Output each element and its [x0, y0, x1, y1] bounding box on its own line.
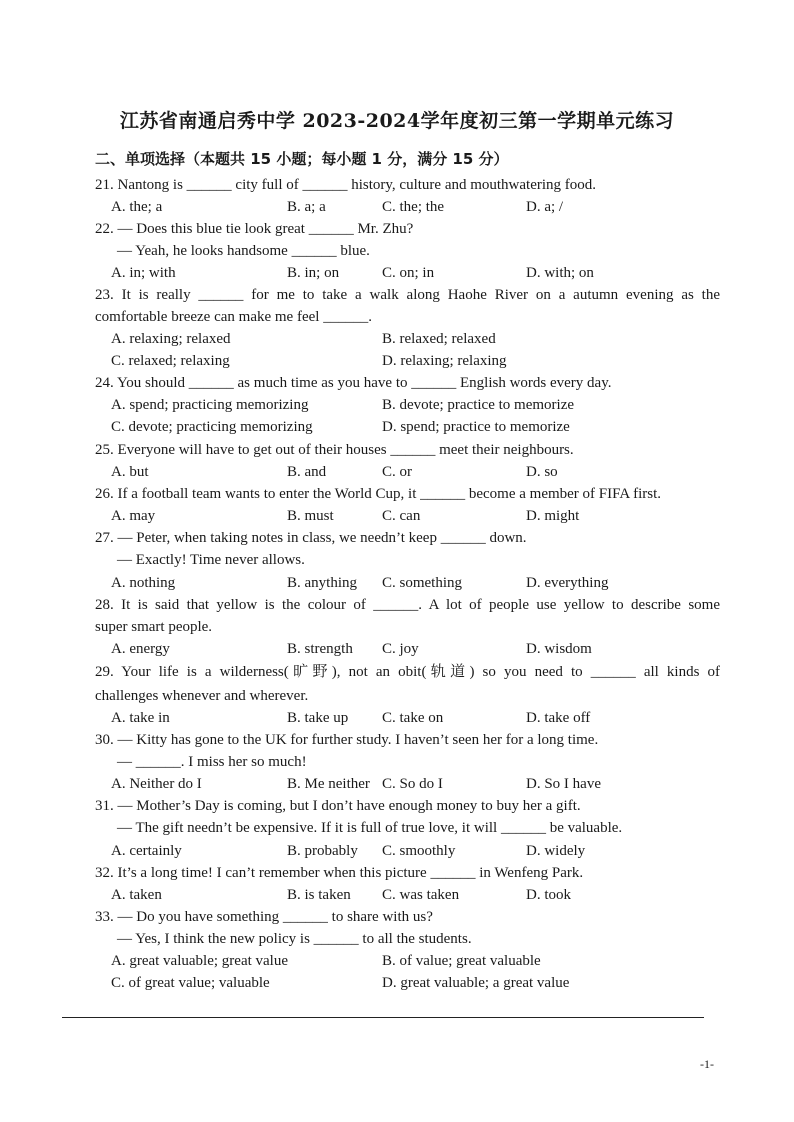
option-a[interactable]: A. but — [111, 464, 149, 480]
question-28-stem: 28. It is said that yellow is the colour of ______. A lot of people use yellow to describe some — [95, 597, 720, 613]
question-27-reply: — Exactly! Time never allows. — [117, 552, 305, 568]
question-30-reply: — ______. I miss her so much! — [117, 754, 307, 770]
option-d[interactable]: D. took — [526, 887, 571, 903]
question-30-options — [111, 773, 721, 795]
option-d[interactable]: D. so — [526, 464, 558, 480]
question-24-stem: 24. You should ______ as much time as you have to ______ English words every day. — [95, 375, 612, 391]
option-c[interactable]: C. or — [382, 464, 412, 480]
option-d[interactable]: D. widely — [526, 843, 586, 859]
option-a[interactable]: A. take in — [111, 710, 170, 726]
option-b[interactable]: B. strength — [287, 641, 353, 657]
option-b[interactable]: B. relaxed; relaxed — [382, 331, 496, 347]
question-23-options-row1 — [111, 328, 721, 350]
option-b[interactable]: B. a; a — [287, 199, 326, 215]
question-29-options — [111, 707, 721, 729]
question-32-stem: 32. It’s a long time! I can’t remember when this picture ______ in Wenfeng Park. — [95, 865, 584, 881]
option-d[interactable]: D. take off — [526, 710, 591, 726]
question-24-options-row1 — [111, 394, 721, 416]
question-26-stem: 26. If a football team wants to enter the World Cup, it ______ become a member of FIFA first. — [95, 486, 662, 502]
option-a[interactable]: A. energy — [111, 641, 170, 657]
option-b[interactable]: B. devote; practice to memorize — [382, 397, 575, 413]
question-32-options — [111, 884, 721, 906]
option-a[interactable]: A. great valuable; great value — [111, 953, 288, 969]
question-25-options — [111, 461, 721, 483]
question-27-options — [111, 572, 721, 594]
question-23-stem-cont: comfortable breeze can make me feel ______. — [95, 309, 372, 325]
question-33-options-row1 — [111, 950, 721, 972]
option-c[interactable]: C. take on — [382, 710, 444, 726]
question-28-options — [111, 638, 721, 660]
page-title: 江苏省南通启秀中学 2023-2024学年度初三第一学期单元练习 — [119, 110, 675, 132]
page-number: -1- — [700, 1057, 714, 1071]
option-d[interactable]: D. wisdom — [526, 641, 592, 657]
option-a[interactable]: A. in; with — [111, 265, 176, 281]
option-c[interactable]: C. of great value; valuable — [111, 975, 270, 991]
option-a[interactable]: A. certainly — [111, 843, 182, 859]
question-33-options-row2 — [111, 972, 721, 994]
option-d[interactable]: D. everything — [526, 575, 609, 591]
option-d[interactable]: D. great valuable; a great value — [382, 975, 570, 991]
option-a[interactable]: A. Neither do I — [111, 776, 202, 792]
option-a[interactable]: A. relaxing; relaxed — [111, 331, 231, 347]
option-d[interactable]: D. relaxing; relaxing — [382, 353, 507, 369]
option-c[interactable]: C. on; in — [382, 265, 435, 281]
option-a[interactable]: A. may — [111, 508, 156, 524]
option-c[interactable]: C. can — [382, 508, 421, 524]
question-33-reply: — Yes, I think the new policy is ______ to all the students. — [117, 931, 472, 947]
question-29-stem: 29. Your life is a wilderness(旷野), not an obit(轨道) so you need to ______ all kinds of — [95, 664, 720, 680]
question-29-stem-cont: challenges whenever and wherever. — [95, 688, 309, 704]
question-22-reply: — Yeah, he looks handsome ______ blue. — [117, 243, 370, 259]
option-b[interactable]: B. take up — [287, 710, 349, 726]
question-24-options-row2 — [111, 416, 721, 438]
question-22-stem: 22. — Does this blue tie look great ______ Mr. Zhu? — [95, 221, 414, 237]
option-a[interactable]: A. the; a — [111, 199, 163, 215]
question-31-options — [111, 840, 721, 862]
option-a[interactable]: A. taken — [111, 887, 162, 903]
question-21-stem: 21. Nantong is ______ city full of ______ history, culture and mouthwatering food. — [95, 177, 597, 193]
option-c[interactable]: C. joy — [382, 641, 419, 657]
option-a[interactable]: A. spend; practicing memorizing — [111, 397, 309, 413]
footer-divider — [62, 1017, 704, 1018]
option-d[interactable]: D. So I have — [526, 776, 601, 792]
question-28-stem-cont: super smart people. — [95, 619, 213, 635]
question-23-options-row2 — [111, 350, 721, 372]
option-d[interactable]: D. might — [526, 508, 580, 524]
option-b[interactable]: B. and — [287, 464, 327, 480]
option-c[interactable]: C. So do I — [382, 776, 443, 792]
option-c[interactable]: C. smoothly — [382, 843, 456, 859]
option-b[interactable]: B. probably — [287, 843, 358, 859]
option-a[interactable]: A. nothing — [111, 575, 176, 591]
option-b[interactable]: B. anything — [287, 575, 357, 591]
option-b[interactable]: B. Me neither — [287, 776, 370, 792]
question-23-stem: 23. It is really ______ for me to take a walk along Haohe River on a autumn evening as the — [95, 287, 720, 303]
section-heading: 二、单项选择（本题共 15 小题；每小题 1 分，满分 15 分） — [95, 150, 509, 168]
question-33-stem: 33. — Do you have something ______ to share with us? — [95, 909, 433, 925]
option-c[interactable]: C. relaxed; relaxing — [111, 353, 230, 369]
option-c[interactable]: C. was taken — [382, 887, 460, 903]
question-26-options — [111, 505, 721, 527]
option-b[interactable]: B. of value; great valuable — [382, 953, 541, 969]
option-d[interactable]: D. with; on — [526, 265, 594, 281]
question-25-stem: 25. Everyone will have to get out of their houses ______ meet their neighbours. — [95, 442, 574, 458]
option-c[interactable]: C. devote; practicing memorizing — [111, 419, 313, 435]
option-b[interactable]: B. must — [287, 508, 334, 524]
option-b[interactable]: B. is taken — [287, 887, 351, 903]
option-c[interactable]: C. something — [382, 575, 463, 591]
question-21-options — [111, 196, 721, 218]
question-31-stem: 31. — Mother’s Day is coming, but I don’t have enough money to buy her a gift. — [95, 798, 581, 814]
option-d[interactable]: D. a; / — [526, 199, 564, 215]
option-d[interactable]: D. spend; practice to memorize — [382, 419, 570, 435]
question-27-stem: 27. — Peter, when taking notes in class, we needn’t keep ______ down. — [95, 530, 527, 546]
question-22-options — [111, 262, 721, 284]
question-31-reply: — The gift needn’t be expensive. If it is full of true love, it will ______ be valuable. — [117, 820, 623, 836]
option-c[interactable]: C. the; the — [382, 199, 445, 215]
question-30-stem: 30. — Kitty has gone to the UK for further study. I haven’t seen her for a long time. — [95, 732, 599, 748]
option-b[interactable]: B. in; on — [287, 265, 340, 281]
